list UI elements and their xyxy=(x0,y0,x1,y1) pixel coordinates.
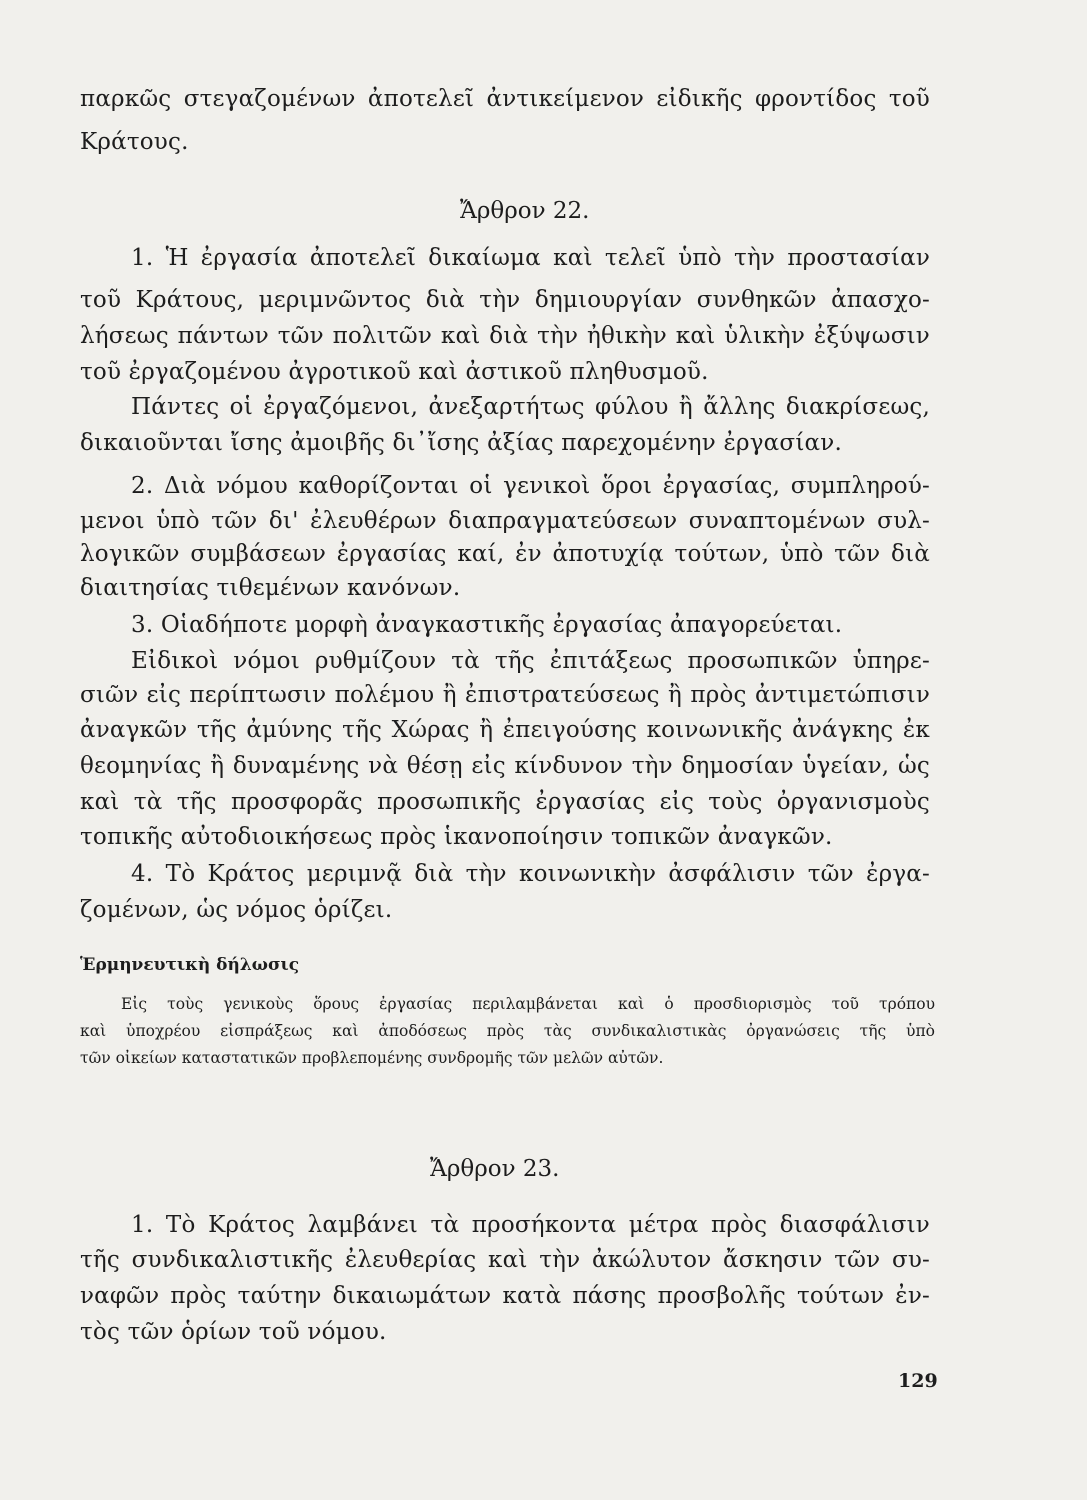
text-line: τοπικῆς αὐτοδιοικήσεως πρὸς ἱκανοποίησιν τοπικῶν ἀναγκῶν. xyxy=(80,824,833,850)
text-line: ἀναγκῶν τῆς ἀμύνης τῆς Χώρας ἢ ἐπειγούσης κοινωνικῆς ἀνάγκης ἐκ xyxy=(80,717,930,743)
text-line: ζομένων, ὡς νόμος ὁρίζει. xyxy=(80,897,393,923)
text-line: διαιτησίας τιθεμένων κανόνων. xyxy=(80,575,461,601)
page-number: 129 xyxy=(898,1370,938,1392)
text-line: 1. Τὸ Κράτος λαμβάνει τὰ προσήκοντα μέτρα πρὸς διασφάλισιν xyxy=(131,1212,930,1238)
note-line: τῶν οἰκείων καταστατικῶν προβλεπομένης συνδρομῆς τῶν μελῶν αὐτῶν. xyxy=(80,1049,664,1067)
text-line: παρκῶς στεγαζομένων ἀποτελεῖ ἀντικείμενον εἰδικῆς φροντίδος τοῦ xyxy=(80,86,930,112)
text-line: τοῦ Κράτους, μεριμνῶντος διὰ τὴν δημιουργίαν συνθηκῶν ἀπασχο- xyxy=(80,287,930,313)
text-line: ναφῶν πρὸς ταύτην δικαιωμάτων κατὰ πάσης προσβολῆς τούτων ἐν- xyxy=(80,1283,930,1309)
text-line: δικαιοῦνται ἴσης ἀμοιβῆς δι᾽ἴσης ἀξίας παρεχομένην ἐργασίαν. xyxy=(80,430,842,456)
text-line: τὸς τῶν ὁρίων τοῦ νόμου. xyxy=(80,1319,387,1345)
text-line: σιῶν εἰς περίπτωσιν πολέμου ἢ ἐπιστρατεύσεως ἢ πρὸς ἀντιμετώπισιν xyxy=(80,682,930,708)
text-line: θεομηνίας ἢ δυναμένης νὰ θέσῃ εἰς κίνδυνον τὴν δημοσίαν ὑγείαν, ὡς xyxy=(80,753,930,779)
text-line: 1. Ἡ ἐργασία ἀποτελεῖ δικαίωμα καὶ τελεῖ ὑπὸ τὴν προστασίαν xyxy=(131,245,930,271)
note-line: καὶ ὑποχρέου εἰσπράξεως καὶ ἀποδόσεως πρὸς τὰς συνδικαλιστικὰς ὀργανώσεις τῆς ὑπὸ xyxy=(80,1022,935,1040)
article-22-heading: Ἄρθρον 22. xyxy=(460,198,590,224)
text-line: καὶ τὰ τῆς προσφορᾶς προσωπικῆς ἐργασίας εἰς τοὺς ὀργανισμοὺς xyxy=(80,789,930,815)
text-line: Εἰδικοὶ νόμοι ρυθμίζουν τὰ τῆς ἐπιτάξεως προσωπικῶν ὑπηρε- xyxy=(131,648,930,674)
text-line: λήσεως πάντων τῶν πολιτῶν καὶ διὰ τὴν ἠθικὴν καὶ ὑλικὴν ἐξύψωσιν xyxy=(80,323,930,349)
text-line: Πάντες οἱ ἐργαζόμενοι, ἀνεξαρτήτως φύλου ἢ ἄλλης διακρίσεως, xyxy=(131,394,930,420)
article-23-heading: Ἄρθρον 23. xyxy=(430,1156,560,1182)
text-line: 3. Οἱαδήποτε μορφὴ ἀναγκαστικῆς ἐργασίας ἀπαγορεύεται. xyxy=(131,612,843,638)
interpretive-note-heading: Ἑρμηνευτικὴ δήλωσις xyxy=(80,955,300,975)
text-line: τοῦ ἐργαζομένου ἀγροτικοῦ καὶ ἀστικοῦ πληθυσμοῦ. xyxy=(80,359,709,385)
text-line: μενοι ὑπὸ τῶν δι' ἐλευθέρων διαπραγματεύσεων συναπτομένων συλ- xyxy=(80,508,930,534)
text-line: 2. Διὰ νόμου καθορίζονται οἱ γενικοὶ ὅροι ἐργασίας, συμπληρού- xyxy=(131,473,930,499)
text-line: Κράτους. xyxy=(80,129,189,155)
text-line: λογικῶν συμβάσεων ἐργασίας καί, ἐν ἀποτυχίᾳ τούτων, ὑπὸ τῶν διὰ xyxy=(80,541,930,567)
text-line: τῆς συνδικαλιστικῆς ἐλευθερίας καὶ τὴν ἀκώλυτον ἄσκησιν τῶν συ- xyxy=(80,1247,930,1273)
note-line: Εἰς τοὺς γενικοὺς ὅρους ἐργασίας περιλαμβάνεται καὶ ὁ προσδιορισμὸς τοῦ τρόπου xyxy=(121,995,935,1013)
text-line: 4. Τὸ Κράτος μεριμνᾷ διὰ τὴν κοινωνικὴν ἀσφάλισιν τῶν ἐργα- xyxy=(131,861,930,887)
